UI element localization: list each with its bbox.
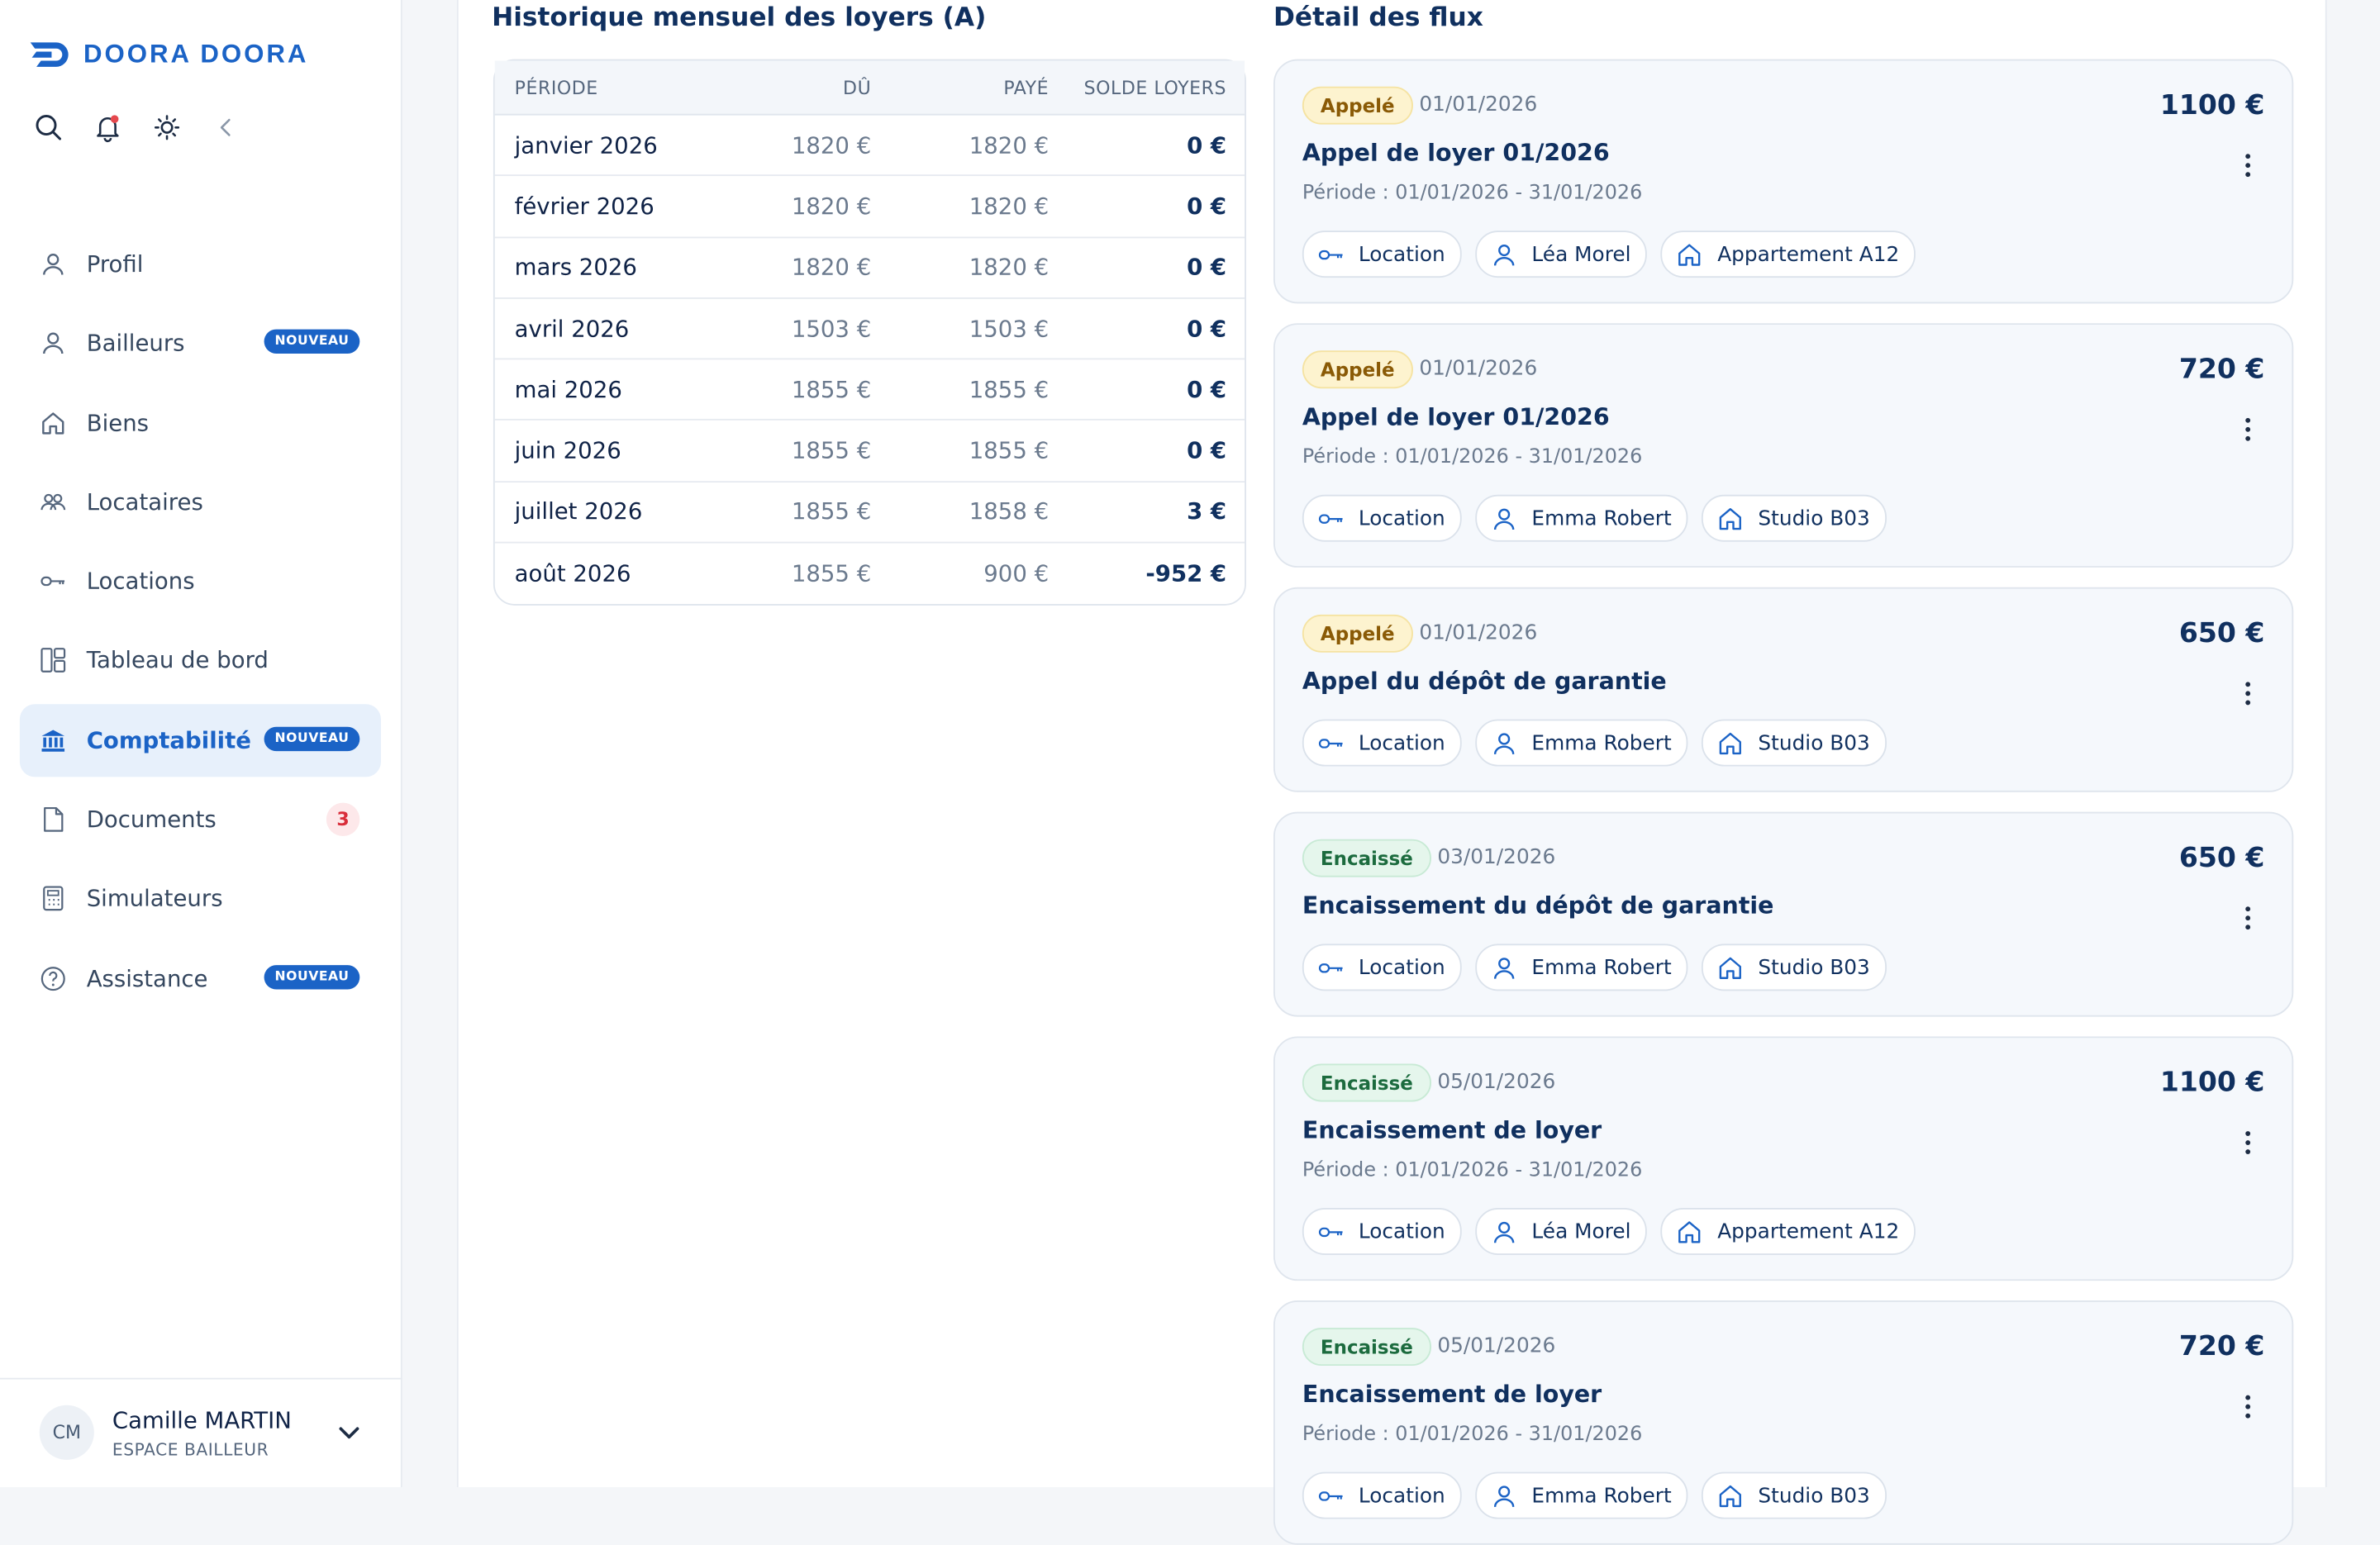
chip-label: Léa Morel <box>1531 1219 1631 1244</box>
chip-label: Appartement A12 <box>1717 1219 1900 1244</box>
flow-title: Encaissement de loyer <box>1302 1381 1602 1409</box>
users-icon <box>38 487 69 517</box>
flow-date: 01/01/2026 <box>1419 356 1538 382</box>
chip-tenant[interactable] <box>1475 495 1687 542</box>
table-header <box>495 60 1245 115</box>
chip-label: Emma Robert <box>1531 506 1672 530</box>
period-cell: février 2026 <box>514 193 654 221</box>
chip-property[interactable] <box>1661 1208 1916 1255</box>
chip-location[interactable] <box>1302 1472 1462 1519</box>
balance-cell: 0 € <box>1187 131 1227 159</box>
flow-period: Période : 01/01/2026 - 31/01/2026 <box>1302 445 1643 469</box>
flow-title: Appel du dépôt de garantie <box>1302 668 1667 696</box>
paid-cell: 900 € <box>983 560 1050 588</box>
chip-location[interactable] <box>1302 495 1462 542</box>
flow-date: 01/01/2026 <box>1419 93 1538 117</box>
status-badge: Encaissé <box>1302 1328 1431 1366</box>
sidebar-item-documents[interactable] <box>20 783 381 856</box>
search-icon[interactable] <box>33 112 64 143</box>
flow-title: Encaissement du dépôt de garantie <box>1302 891 1774 920</box>
flow-card[interactable] <box>1273 323 2293 568</box>
collapse-chevron-icon[interactable] <box>211 112 241 143</box>
sidebar-item-profil[interactable] <box>20 228 381 301</box>
table-row <box>495 483 1245 544</box>
due-cell: 1820 € <box>791 193 872 221</box>
user-icon <box>1491 1218 1518 1245</box>
theme-sun-icon[interactable] <box>152 112 183 143</box>
user-role: ESPACE BAILLEUR <box>112 1440 269 1460</box>
document-icon <box>38 805 69 835</box>
sidebar-item-biens[interactable] <box>20 387 381 459</box>
balance-cell: 0 € <box>1187 315 1227 343</box>
flow-period: Période : 01/01/2026 - 31/01/2026 <box>1302 1423 1643 1447</box>
user-icon <box>1491 1482 1518 1509</box>
more-vertical-icon[interactable] <box>2244 416 2253 443</box>
status-badge: Encaissé <box>1302 1064 1431 1102</box>
flow-period: Période : 01/01/2026 - 31/01/2026 <box>1302 182 1643 205</box>
sidebar-item-label: Locataires <box>86 488 203 516</box>
period-cell: mai 2026 <box>514 376 622 404</box>
due-cell: 1855 € <box>791 560 872 588</box>
chip-location[interactable] <box>1302 720 1462 767</box>
chip-label: Location <box>1358 241 1445 267</box>
chip-label: Location <box>1358 506 1445 530</box>
new-badge: NOUVEAU <box>264 330 360 354</box>
due-cell: 1820 € <box>791 131 872 159</box>
flow-amount: 720 € <box>2178 1330 2265 1363</box>
flow-period: Période : 01/01/2026 - 31/01/2026 <box>1302 1159 1643 1182</box>
sidebar-item-label: Locations <box>86 568 195 596</box>
home-icon <box>1717 1482 1745 1509</box>
sidebar-item-simulateurs[interactable] <box>20 863 381 935</box>
period-cell: août 2026 <box>514 560 631 588</box>
user-icon <box>1491 240 1518 268</box>
chip-label: Emma Robert <box>1531 955 1672 980</box>
paid-cell: 1820 € <box>969 254 1050 282</box>
user-icon <box>1491 505 1518 532</box>
flow-chips <box>1302 1472 1887 1519</box>
sidebar-item-label: Bailleurs <box>86 330 185 358</box>
flow-chips <box>1302 495 1887 542</box>
period-cell: avril 2026 <box>514 315 630 343</box>
column-header-period: PÉRIODE <box>514 76 598 98</box>
more-vertical-icon[interactable] <box>2244 680 2253 707</box>
chip-tenant[interactable] <box>1475 944 1687 991</box>
status-badge: Appelé <box>1302 350 1413 388</box>
paid-cell: 1820 € <box>969 131 1050 159</box>
sidebar-item-label: Comptabilité <box>86 726 251 754</box>
home-icon <box>38 407 69 438</box>
paid-cell: 1820 € <box>969 193 1050 221</box>
paid-cell: 1858 € <box>969 498 1050 526</box>
chip-tenant[interactable] <box>1475 1472 1687 1519</box>
logo-text: DOORA DOORA <box>83 39 309 69</box>
flow-card[interactable] <box>1273 59 2293 304</box>
user-icon <box>38 249 69 279</box>
balance-cell: 0 € <box>1187 376 1227 404</box>
logo-mark-icon <box>27 40 73 70</box>
status-badge: Encaissé <box>1302 839 1431 877</box>
chip-location[interactable] <box>1302 231 1462 278</box>
balance-cell: 3 € <box>1187 498 1227 526</box>
sidebar <box>0 0 402 1487</box>
chip-tenant[interactable] <box>1475 720 1687 767</box>
key-icon <box>1317 1482 1345 1509</box>
column-header-due: DÛ <box>843 76 872 98</box>
flow-title: Appel de loyer 01/2026 <box>1302 139 1610 168</box>
sidebar-item-label: Tableau de bord <box>86 647 269 675</box>
due-cell: 1503 € <box>791 315 872 343</box>
due-cell: 1820 € <box>791 254 872 282</box>
key-icon <box>1317 1218 1345 1245</box>
chip-label: Emma Robert <box>1531 730 1672 755</box>
flow-chips <box>1302 944 1887 991</box>
sidebar-item-comptabilite[interactable] <box>20 704 381 777</box>
table-row <box>495 299 1245 360</box>
home-icon <box>1677 240 1704 268</box>
sidebar-item-tableau-de-bord[interactable] <box>20 625 381 697</box>
table-row <box>495 238 1245 299</box>
home-icon <box>1717 953 1745 981</box>
flow-amount: 1100 € <box>2159 1067 2265 1099</box>
app-logo[interactable] <box>27 40 308 70</box>
user-menu[interactable] <box>0 1378 402 1487</box>
calculator-icon <box>38 884 69 915</box>
chip-property[interactable] <box>1702 944 1887 991</box>
column-header-paid: PAYÉ <box>1003 76 1050 98</box>
balance-cell: 0 € <box>1187 254 1227 282</box>
chip-location[interactable] <box>1302 944 1462 991</box>
more-vertical-icon[interactable] <box>2244 152 2253 179</box>
chip-label: Léa Morel <box>1531 241 1631 267</box>
avatar: CM <box>40 1405 94 1460</box>
chip-label: Studio B03 <box>1758 955 1870 980</box>
documents-count-badge: 3 <box>326 803 359 836</box>
bank-icon <box>38 725 69 756</box>
flow-amount: 1100 € <box>2159 89 2265 121</box>
flow-date: 01/01/2026 <box>1419 620 1538 645</box>
balance-cell: -952 € <box>1145 560 1227 588</box>
balance-cell: 0 € <box>1187 437 1227 465</box>
chip-label: Studio B03 <box>1758 506 1870 530</box>
sidebar-item-label: Profil <box>86 250 144 278</box>
home-icon <box>1677 1218 1704 1245</box>
key-icon <box>1317 730 1345 757</box>
user-icon <box>1491 730 1518 757</box>
chip-property[interactable] <box>1702 495 1887 542</box>
home-icon <box>1717 505 1745 532</box>
key-icon <box>1317 953 1345 981</box>
key-icon <box>1317 505 1345 532</box>
flow-date: 05/01/2026 <box>1437 1069 1556 1095</box>
home-icon <box>1717 730 1745 757</box>
column-header-balance: SOLDE LOYERS <box>1083 76 1227 98</box>
flow-card[interactable] <box>1273 812 2293 1017</box>
sidebar-item-locations[interactable] <box>20 545 381 618</box>
chip-label: Appartement A12 <box>1717 241 1900 267</box>
paid-cell: 1503 € <box>969 315 1050 343</box>
flow-card[interactable] <box>1273 1300 2293 1545</box>
sidebar-item-label: Biens <box>86 409 150 437</box>
flow-amount: 650 € <box>2178 617 2265 650</box>
sidebar-item-assistance[interactable] <box>20 942 381 1015</box>
due-cell: 1855 € <box>791 437 872 465</box>
new-badge: NOUVEAU <box>264 726 360 750</box>
notification-bell-icon[interactable] <box>93 112 123 143</box>
period-cell: mars 2026 <box>514 254 637 282</box>
sidebar-item-label: Simulateurs <box>86 885 223 913</box>
chip-property[interactable] <box>1661 231 1916 278</box>
flow-title: Appel de loyer 01/2026 <box>1302 403 1610 431</box>
table-row <box>495 421 1245 483</box>
key-icon <box>38 566 69 597</box>
chevron-down-icon[interactable] <box>336 1419 363 1446</box>
help-icon <box>38 963 69 994</box>
balance-cell: 0 € <box>1187 193 1227 221</box>
chip-tenant[interactable] <box>1475 231 1647 278</box>
chip-label: Location <box>1358 1483 1445 1508</box>
period-cell: juillet 2026 <box>514 498 643 526</box>
sidebar-toolbar <box>33 112 241 143</box>
flow-amount: 650 € <box>2178 842 2265 874</box>
flow-date: 03/01/2026 <box>1437 845 1556 870</box>
paid-cell: 1855 € <box>969 376 1050 404</box>
table-row <box>495 116 1245 177</box>
chip-label: Location <box>1358 730 1445 755</box>
more-vertical-icon[interactable] <box>2244 1129 2253 1157</box>
chip-label: Studio B03 <box>1758 1483 1870 1508</box>
status-badge: Appelé <box>1302 87 1413 125</box>
rent-history-table <box>493 59 1246 606</box>
user-icon <box>38 328 69 359</box>
sidebar-item-bailleurs[interactable] <box>20 307 381 380</box>
dashboard-icon <box>38 645 69 676</box>
sidebar-item-label: Assistance <box>86 964 208 992</box>
flows-title: Détail des flux <box>1273 2 1483 34</box>
flow-card[interactable] <box>1273 587 2293 792</box>
user-name: Camille MARTIN <box>112 1406 292 1434</box>
due-cell: 1855 € <box>791 376 872 404</box>
chip-property[interactable] <box>1702 720 1887 767</box>
chip-label: Location <box>1358 1219 1445 1244</box>
period-cell: janvier 2026 <box>514 131 658 159</box>
chip-label: Studio B03 <box>1758 730 1870 755</box>
chip-property[interactable] <box>1702 1472 1887 1519</box>
flow-title: Encaissement de loyer <box>1302 1116 1602 1144</box>
user-icon <box>1491 953 1518 981</box>
paid-cell: 1855 € <box>969 437 1050 465</box>
new-badge: NOUVEAU <box>264 965 360 989</box>
flow-chips <box>1302 1208 1916 1255</box>
sidebar-nav <box>20 228 381 1022</box>
key-icon <box>1317 240 1345 268</box>
flow-chips <box>1302 231 1916 278</box>
flow-amount: 720 € <box>2178 353 2265 386</box>
history-title: Historique mensuel des loyers (A) <box>492 2 987 34</box>
status-badge: Appelé <box>1302 615 1413 653</box>
period-cell: juin 2026 <box>514 437 621 465</box>
chip-location[interactable] <box>1302 1208 1462 1255</box>
main-content <box>457 0 2327 1508</box>
more-vertical-icon[interactable] <box>2244 905 2253 932</box>
chip-label: Emma Robert <box>1531 1483 1672 1508</box>
more-vertical-icon[interactable] <box>2244 1393 2253 1420</box>
flow-card[interactable] <box>1273 1036 2293 1281</box>
flow-date: 05/01/2026 <box>1437 1333 1556 1358</box>
chip-label: Location <box>1358 955 1445 980</box>
table-row <box>495 177 1245 238</box>
sidebar-item-label: Documents <box>86 806 217 834</box>
sidebar-item-locataires[interactable] <box>20 466 381 539</box>
table-row <box>495 360 1245 421</box>
flow-chips <box>1302 720 1887 767</box>
due-cell: 1855 € <box>791 498 872 526</box>
chip-tenant[interactable] <box>1475 1208 1647 1255</box>
table-row <box>495 544 1245 605</box>
